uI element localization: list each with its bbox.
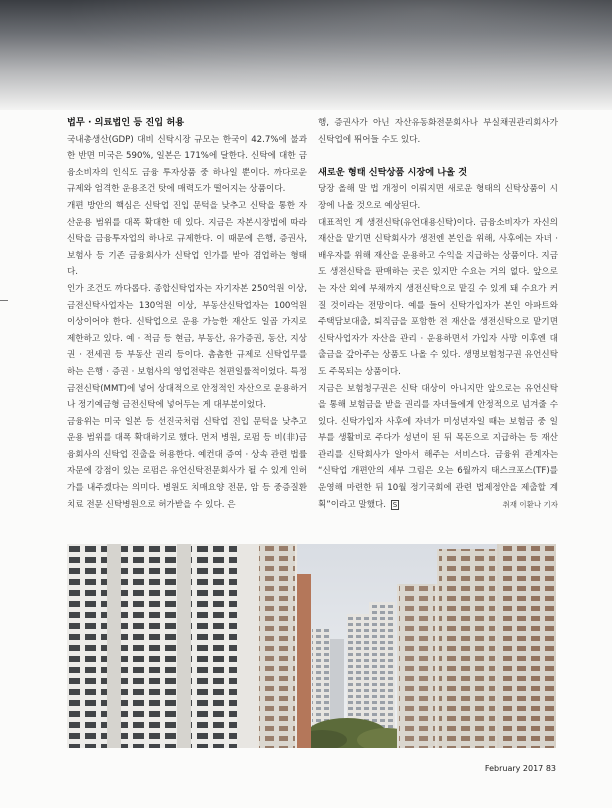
section-heading: 법무 · 의료법인 등 진입 허용	[67, 117, 185, 128]
margin-mark	[0, 300, 8, 301]
paragraph: 당장 올해 말 법 개정이 이뤄지면 새로운 형태의 신탁상품이 시장에 나올 것으로 예상된다.	[318, 184, 558, 211]
header-photo-band	[0, 0, 612, 110]
paragraph: 행, 증권사가 아닌 자산유동화전문회사나 부실채권관리회사가 신탁업에 뛰어들 수도 있다.	[318, 118, 558, 145]
section-heading: 새로운 형태 신탁상품 시장에 나올 것	[318, 166, 468, 178]
paragraph: 국내총생산(GDP) 대비 신탁시장 규모는 한국이 42.7%에 불과한 반면 미국은 590%, 일본은 171%에 달한다. 신탁에 대한 금융소비자의 인식도 금융 투자상품 중 하나일 뿐이다. 까다로운 규제와 엄격한 운용조건 탓에 매력도가 떨어지는 상품이다.	[67, 134, 307, 195]
paragraph: 대표적인 게 생전신탁(유언대용신탁)이다. 금융소비자가 자신의 재산을 맡기면 신탁회사가 생전엔 본인을 위해, 사후에는 자녀 · 배우자를 위해 재산을 운용하고 수익을 지급하는 상품이다. 지금도 생전신탁을 판매하는 곳은 있지만 수요는 거의 없다. 앞으로는 자산 외에 부채까지 생전신탁으로 맡길 수 있게 돼 수요가 커질 것이라는 전망이다. 예를 들어 신탁가입자가 본인 아파트와 주택담보대출, 퇴직금을 포함한 전 재산을 생전신탁으로 맡기면 신탁사업자가 자산을 관리 · 운용하면서 가입자 사망 이후엔 대출금을 갚아주는 상품도 나올 수 있다. 생명보험청구권 유언신탁도 주목되는 상품이다.	[318, 217, 558, 377]
byline: 취재 이환나 기자	[502, 500, 558, 509]
apartment-buildings-image	[67, 544, 556, 748]
paragraph	[318, 381, 558, 514]
right-column	[318, 115, 558, 513]
paragraph: 인가 조건도 까다롭다. 종합신탁업자는 자기자본 250억원 이상, 금전신탁사업자는 130억원 이상, 부동산신탁업자는 100억원 이상이어야 한다. 신탁업으로 운용 가능한 재산도 일곱 가지로 제한하고 있다. 예 · 적금 등 현금, 부동산, 유가증권, 동산, 지상권 · 전세권 등 부동산 권리 등이다. 촘촘한 규제로 신탁업무를 하는 은행 · 증권 · 보험사의 영업전략은 천편일률적이었다. 특정금전신탁(MMT)에 넣어 상대적으로 안정적인 자산으로 운용하거나 정기예금형 금전신탁에 넣어두는 게 대부분이었다.	[67, 283, 307, 411]
left-column	[67, 115, 307, 513]
paragraph: 금융위는 미국 일본 등 선진국처럼 신탁업 진입 문턱을 낮추고 운용 범위를 대폭 확대하기로 했다. 먼저 병원, 로펌 등 비(非)금융회사의 신탁업 진출을 허용한다. 예컨대 증여 · 상속 관련 법률자문에 강점이 있는 로펌은 유언신탁전문회사가 될 수 있게 인허가를 내주겠다는 의미다. 병원도 치매요양 전문, 암 등 중증질환 치료 전문 신탁병원으로 허가받을 수 있다. 은	[67, 416, 307, 510]
end-mark: S	[392, 500, 398, 509]
apartment-photo	[67, 544, 556, 748]
paragraph-text: 지금은 보험청구권은 신탁 대상이 아니지만 앞으로는 유언신탁을 통해 보험금을 받을 권리를 자녀들에게 안정적으로 넘겨줄 수 있다. 신탁가입자 사후에 자녀가 미성년자일 때는 보험금 중 일부를 생활비로 주다가 성년이 된 뒤 목돈으로 지급하는 등 재산관리를 신탁회사가 알아서 해주는 서비스다. 금융위 관계자는 “신탁업 개편안의 세부 그림은 오는 6월까지 태스크포스(TF)를 운영해 마련한 뒤 10월 정기국회에 관련 법제정안을 제출할 계획”이라고 말했다.	[318, 383, 558, 510]
page-footer: February 2017 83	[484, 764, 556, 773]
paragraph: 개편 방안의 핵심은 신탁업 진입 문턱을 낮추고 신탁을 통한 자산운용 범위를 대폭 확대한 데 있다. 지금은 자본시장법에 따라 신탁을 금융투자업의 하나로 규제한다. 이 때문에 은행, 증권사, 보험사 등 기존 금융회사가 신탁업 인가를 받아 겸업하는 형태다.	[67, 200, 307, 278]
